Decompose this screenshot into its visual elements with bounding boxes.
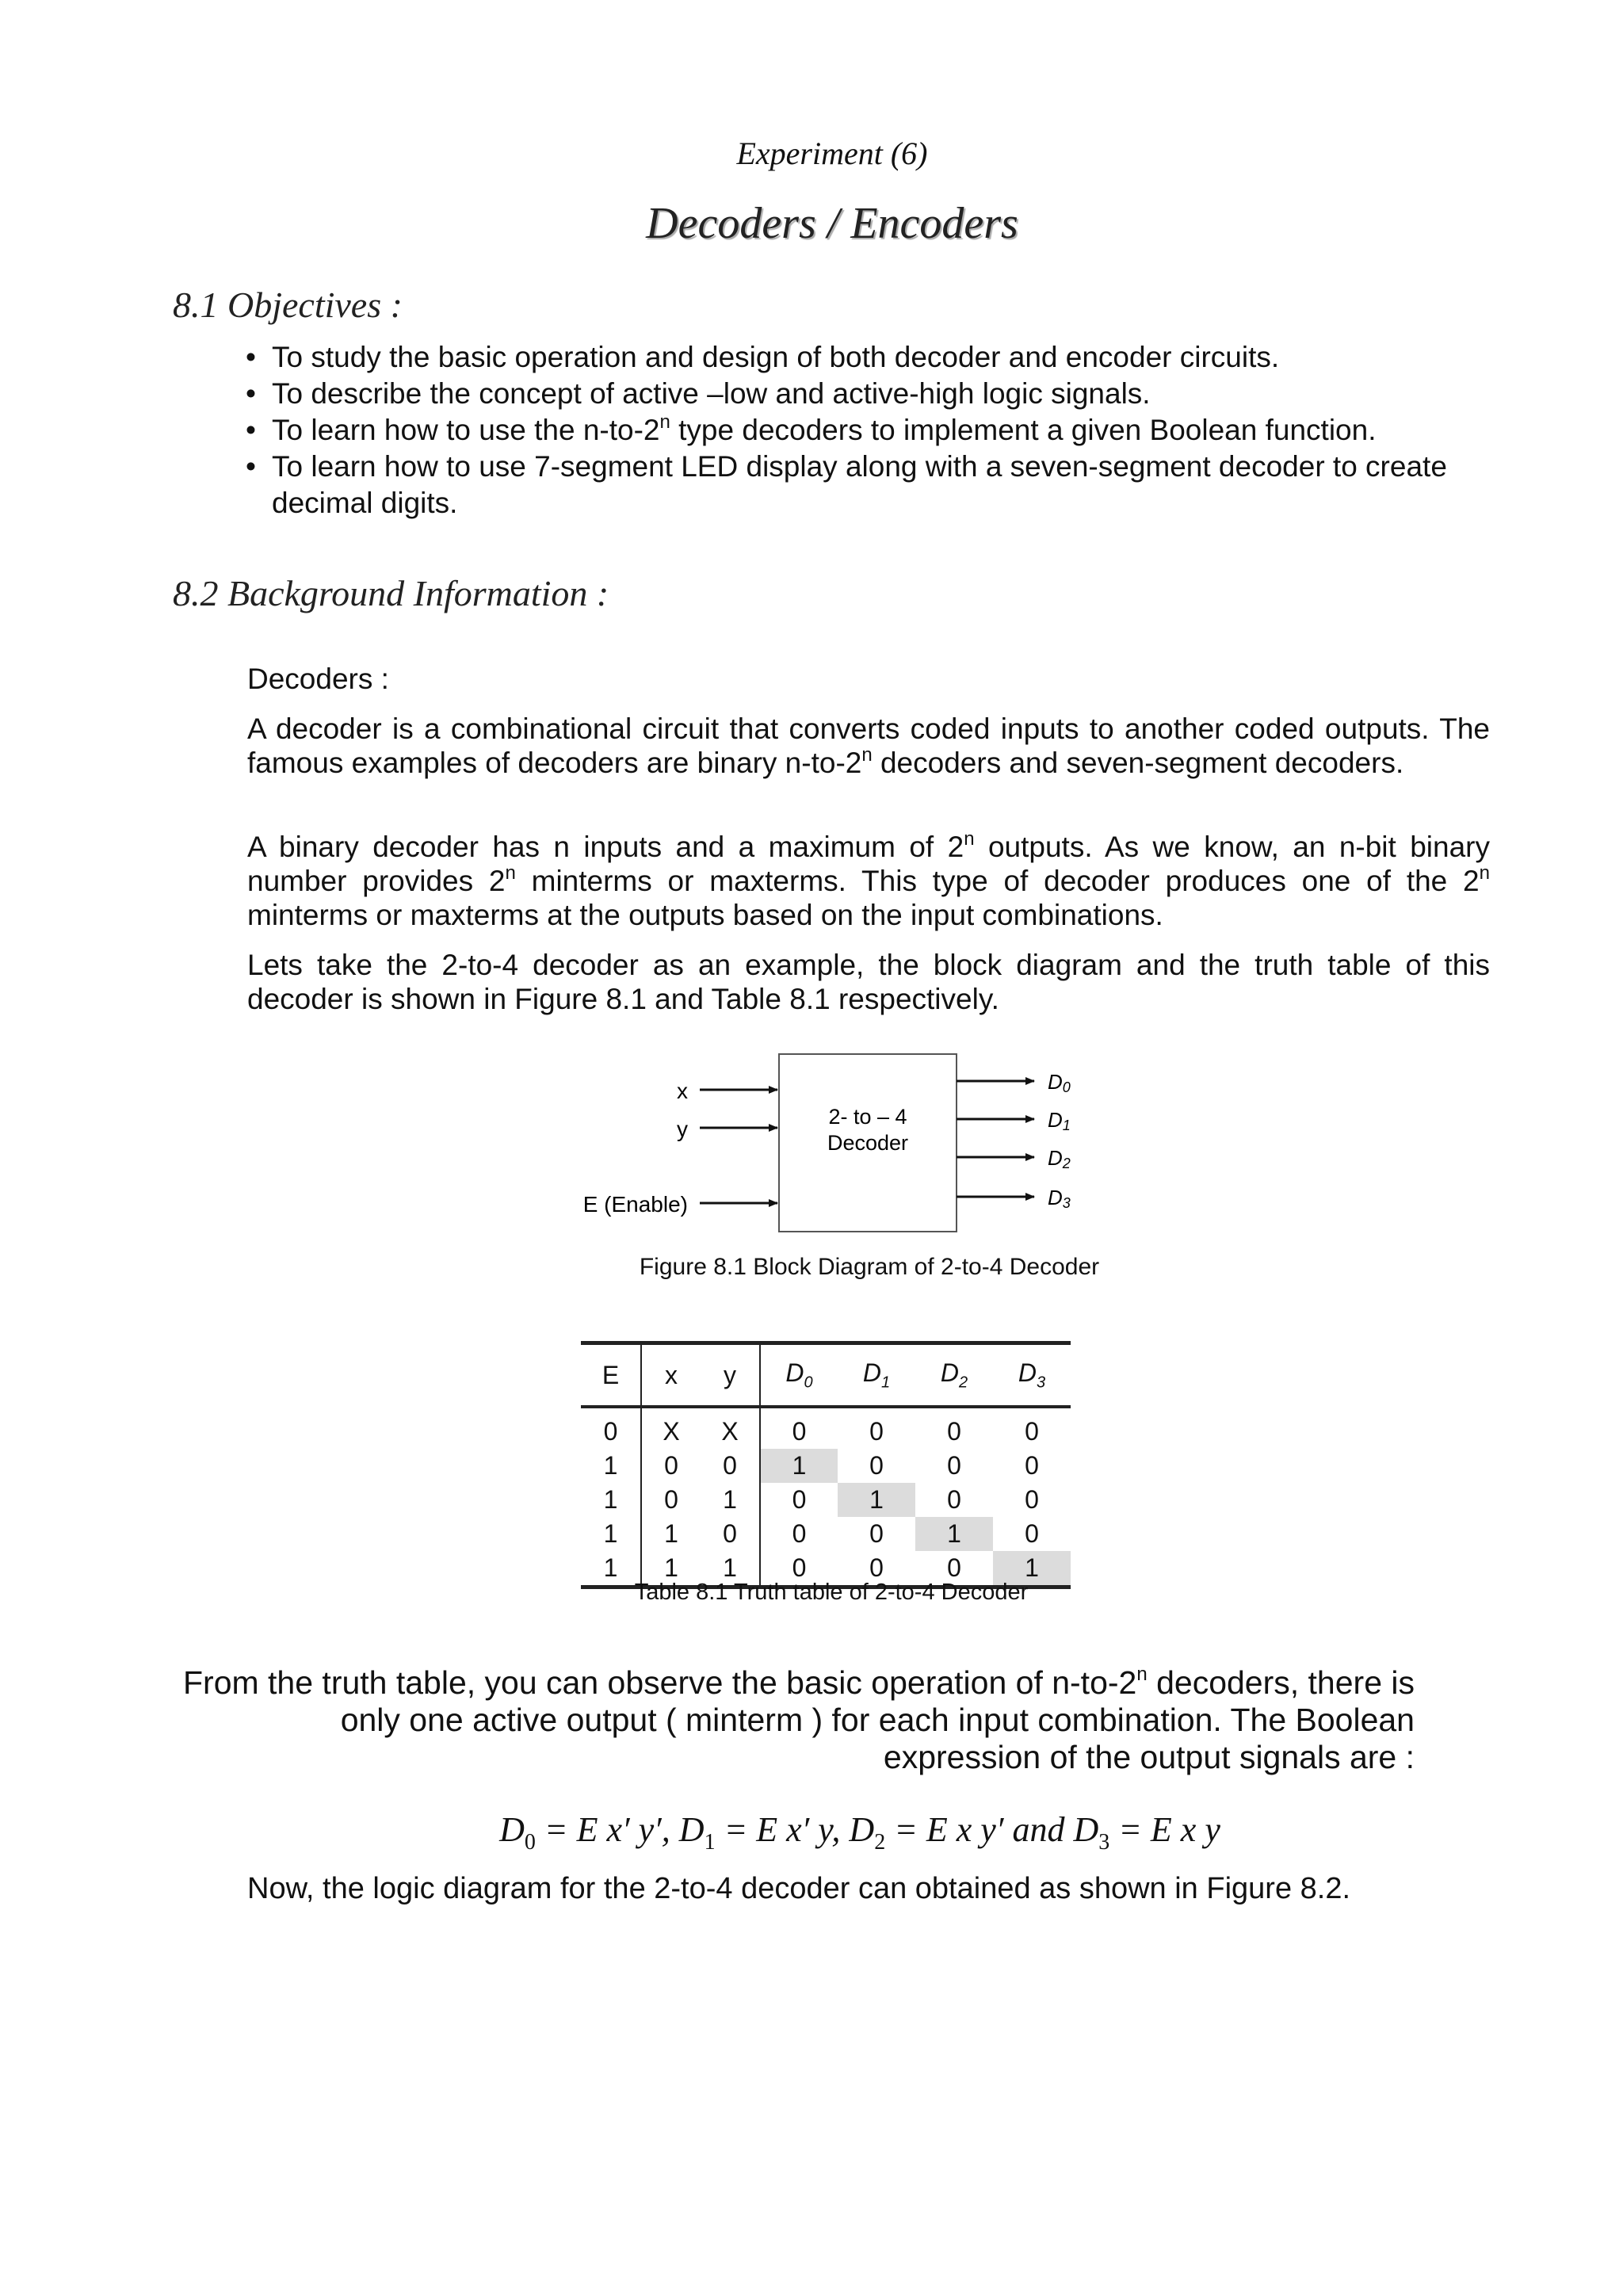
header-letter: D: [1018, 1358, 1037, 1387]
formula-term: D: [499, 1810, 525, 1849]
boolean-expression: [0, 1809, 1623, 1855]
table-cell: 0: [760, 1551, 838, 1587]
objectives-heading: 8.1 Objectives :: [173, 285, 403, 325]
output-label-d3: [1048, 1186, 1071, 1211]
table-cell: 0: [947, 1451, 961, 1480]
output-letter: D: [1048, 1186, 1063, 1209]
output-label-d2: [1048, 1146, 1071, 1171]
objective-text: To learn how to use 7-segment LED display along with a seven-segment decoder to create decimal digits.: [272, 450, 1447, 519]
table-cell: 0: [1025, 1485, 1039, 1514]
table-cell: 0: [915, 1551, 993, 1587]
table-cell: 1: [723, 1485, 737, 1514]
header-sub: 3: [1036, 1373, 1046, 1392]
background-heading: 8.2 Background Information :: [173, 573, 609, 613]
p1-text: A decoder is a combinational circuit that converts coded inputs to another coded outputs. The famous examples of decoders are binary n-to-2: [247, 712, 1490, 779]
formula-sub: 3: [1098, 1829, 1110, 1855]
observation-text-tail: decoders, there is only one active output ( minterm ) for each input combination. The Boolean expression of the output signals are :: [340, 1664, 1415, 1775]
output-sub: 0: [1062, 1079, 1071, 1095]
objective-item: [246, 449, 1490, 521]
objective-text: To learn how to use the n-to-2: [272, 414, 660, 446]
closing-paragraph: Now, the logic diagram for the 2-to-4 decoder can obtained as shown in Figure 8.2.: [247, 1872, 1351, 1905]
table-row: [581, 1449, 1071, 1483]
formula-expr: = E x′ y,: [715, 1810, 850, 1849]
block-label-line1: 2- to – 4: [828, 1105, 907, 1129]
header-cell: [838, 1343, 915, 1408]
table-cell: 0: [723, 1519, 737, 1548]
table-cell: 0: [641, 1483, 701, 1517]
formula-term: D: [849, 1810, 875, 1849]
p2-text: minterms or maxterms. This type of decoder produces one of the 2: [515, 865, 1480, 897]
truth-table: [581, 1341, 1071, 1589]
table-cell: 0: [723, 1451, 737, 1480]
formula-sub: 1: [704, 1829, 716, 1855]
table-header-row: [581, 1343, 1071, 1408]
objective-text: To describe the concept of active –low and active-high logic signals.: [272, 377, 1151, 410]
experiment-label: Experiment (6): [736, 136, 928, 171]
table-cell-active: 1: [760, 1449, 838, 1483]
header-cell: y: [701, 1343, 760, 1408]
superscript: n: [659, 411, 670, 433]
table-row: [581, 1483, 1071, 1517]
formula-sub: 2: [874, 1829, 886, 1855]
table-cell: 1: [603, 1451, 618, 1480]
output-label-d0: [1048, 1070, 1071, 1095]
output-sub: 3: [1062, 1195, 1071, 1211]
objective-item: [246, 412, 1490, 449]
block-diagram: [555, 1030, 1109, 1260]
input-label-y: y: [677, 1117, 688, 1141]
objectives-list: [246, 339, 1490, 521]
table-cell: 0: [947, 1485, 961, 1514]
header-sub: 0: [804, 1373, 813, 1392]
p2-text: A binary decoder has n inputs and a maximum of 2: [247, 831, 964, 863]
p2-text: minterms or maxterms at the outputs based on the input combinations.: [247, 899, 1163, 931]
table-row: [581, 1517, 1071, 1551]
decoders-subheading: Decoders :: [247, 663, 389, 695]
p2-text: outputs. As we know, an n-bit binary number provides 2: [247, 831, 1490, 897]
header-sub: 2: [958, 1373, 968, 1392]
table-cell: 1: [701, 1551, 760, 1587]
header-cell: [993, 1343, 1071, 1408]
observation-text: From the truth table, you can observe the basic operation of n-to-2: [183, 1664, 1137, 1701]
table-cell: 1: [581, 1551, 641, 1587]
paragraph-3: Lets take the 2-to-4 decoder as an example, the block diagram and the truth table of this decoder is shown in Figure 8.1 and Table 8.1 respectively.: [247, 949, 1490, 1015]
header-letter: D: [862, 1358, 881, 1387]
objective-text: To study the basic operation and design of both decoder and encoder circuits.: [272, 341, 1280, 373]
figure-caption: Figure 8.1 Block Diagram of 2-to-4 Decoder: [639, 1254, 1100, 1280]
output-letter: D: [1048, 1070, 1063, 1094]
header-letter: D: [785, 1358, 804, 1387]
objective-item: [246, 376, 1490, 412]
table-cell: 0: [1025, 1417, 1039, 1446]
superscript: n: [505, 861, 516, 884]
table-cell-active: 1: [915, 1517, 993, 1551]
table-row: [581, 1407, 1071, 1449]
formula-term: D: [1073, 1810, 1099, 1849]
formula-term: D: [678, 1810, 705, 1849]
formula-sub: 0: [524, 1829, 536, 1855]
superscript: n: [861, 743, 873, 766]
output-label-d1: [1048, 1108, 1071, 1133]
formula-expr: = E x′ y′,: [535, 1810, 679, 1849]
table-cell: 0: [603, 1417, 618, 1446]
table-cell: 0: [760, 1407, 838, 1449]
input-label-enable: E (Enable): [582, 1192, 688, 1217]
p1-text-tail: decoders and seven-segment decoders.: [872, 747, 1404, 779]
table-cell: 0: [869, 1519, 884, 1548]
table-cell: 1: [641, 1517, 701, 1551]
header-cell: [915, 1343, 993, 1408]
input-label-x: x: [677, 1079, 688, 1103]
header-cell: E: [581, 1343, 641, 1408]
table-cell: 0: [1025, 1519, 1039, 1548]
header-letter: D: [940, 1358, 959, 1387]
table-cell: 0: [760, 1517, 838, 1551]
output-letter: D: [1048, 1108, 1063, 1132]
formula-expr: = E x y′ and: [885, 1810, 1074, 1849]
observation-paragraph: [182, 1664, 1415, 1776]
superscript: n: [964, 827, 975, 850]
table-cell: X: [641, 1407, 701, 1449]
output-sub: 2: [1062, 1156, 1071, 1171]
table-cell: X: [721, 1417, 739, 1446]
formula-expr: = E x y: [1109, 1810, 1220, 1849]
superscript: n: [1479, 861, 1490, 884]
table-cell: 0: [869, 1451, 884, 1480]
objective-item: [246, 339, 1490, 376]
table-cell: 1: [603, 1519, 618, 1548]
paragraph-1: [247, 712, 1490, 780]
output-letter: D: [1048, 1146, 1063, 1170]
table-cell: 0: [869, 1417, 884, 1446]
table-cell: 0: [641, 1449, 701, 1483]
table-cell: 1: [603, 1485, 618, 1514]
table-caption: Table 8.1 Truth table of 2-to-4 Decoder: [634, 1580, 1029, 1605]
table-cell: 1: [641, 1551, 701, 1587]
table-cell: 0: [838, 1551, 915, 1587]
paragraph-2: [247, 827, 1490, 932]
table-cell-active: 1: [993, 1551, 1071, 1587]
output-sub: 1: [1062, 1117, 1071, 1133]
objective-text-tail: type decoders to implement a given Boolean function.: [670, 414, 1377, 446]
block-label-line2: Decoder: [827, 1131, 909, 1155]
header-sub: 1: [880, 1373, 891, 1392]
header-cell: [760, 1343, 838, 1408]
table-cell: 0: [947, 1417, 961, 1446]
table-cell: 0: [760, 1483, 838, 1517]
header-cell: x: [641, 1343, 701, 1408]
superscript: n: [1136, 1664, 1148, 1686]
table-cell: 0: [1025, 1451, 1039, 1480]
page-title: Decoders / Encoders: [646, 199, 1018, 248]
table-cell-active: 1: [838, 1483, 915, 1517]
